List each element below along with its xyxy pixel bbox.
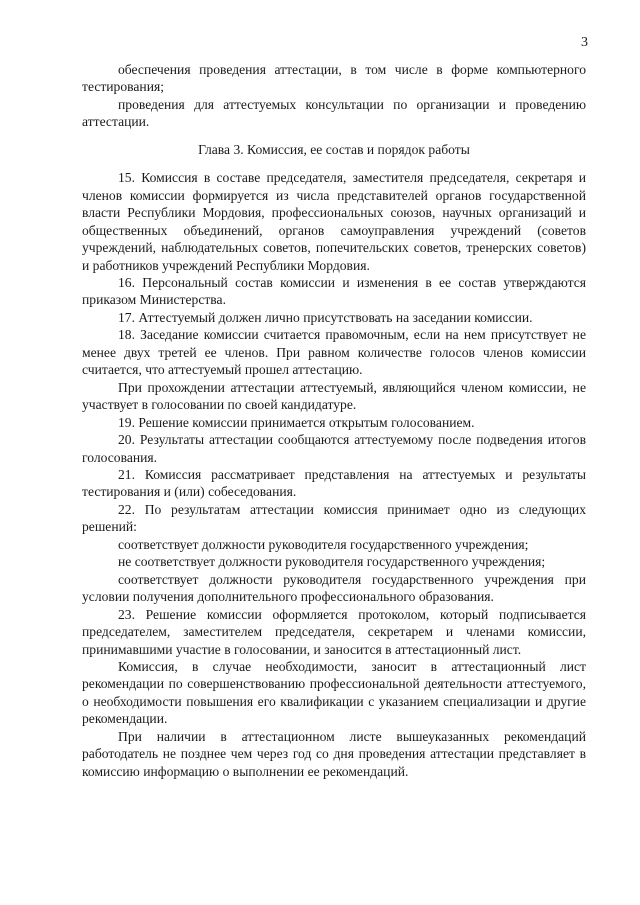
paragraph-recommendations: Комиссия, в случае необходимости, заносит в аттестационный лист рекомендации по совершенствованию профессиональной деятельности аттестуемого, о необходимости повышения его квалификации с указанием специализации и другие рекомендации.: [82, 658, 586, 727]
paragraph-21: 21. Комиссия рассматривает представления на аттестуемых и результаты тестирования и (или) собеседования.: [82, 466, 586, 500]
paragraph-18: 18. Заседание комиссии считается правомочным, если на нем присутствует не менее двух третей ее членов. При равном количестве голосов членов комиссии считается, что аттестуемый прошел аттестацию.: [82, 327, 586, 378]
paragraph-consultations: проведения для аттестуемых консультации по организации и проведению аттестации.: [82, 96, 586, 130]
page-number: 3: [581, 35, 588, 50]
decision-option-2: не соответствует должности руководителя государственного учреждения;: [118, 554, 546, 570]
paragraph-18-member: При прохождении аттестации аттестуемый, являющийся членом комиссии, не участвует в голосовании по своей кандидатуре.: [82, 379, 586, 413]
document-body: [82, 61, 586, 780]
paragraph-16: 16. Персональный состав комиссии и изменения в ее состав утверждаются приказом Министерства.: [82, 274, 586, 308]
paragraph-employer: При наличии в аттестационном листе вышеуказанных рекомендаций работодатель не позднее чем через год со дня проведения аттестации представляет в комиссию информацию о выполнении ее рекомендаций.: [82, 728, 586, 779]
paragraph-testing: обеспечения проведения аттестации, в том числе в форме компьютерного тестирования;: [82, 62, 586, 95]
paragraph-20: 20. Результаты аттестации сообщаются аттестуемому после подведения итогов голосования.: [82, 432, 586, 465]
paragraph-17: 17. Аттестуемый должен лично присутствовать на заседании комиссии.: [118, 309, 533, 325]
paragraph-15: 15. Комиссия в составе председателя, заместителя председателя, секретаря и членов комиссии формируется из числа представителей органов государственной власти Республики Мордовия, профессиональных союзов, научных организаций и общественных объединений, органов самоуправления учреждений (советов учреждений, наблюдательных советов, попечительских советов, тренерских советов) и работников учреждений Республики Мордовия.: [82, 170, 586, 273]
chapter-title: Глава 3. Комиссия, ее состав и порядок работы: [198, 141, 470, 157]
decision-option-3: соответствует должности руководителя государственного учреждения при условии получения дополнительного профессионального образования.: [82, 571, 586, 605]
paragraph-22: 22. По результатам аттестации комиссия принимает одно из следующих решений:: [82, 501, 586, 535]
paragraph-23: 23. Решение комиссии оформляется протоколом, который подписывается председателем, заместителем председателя, секретарем и членами комиссии, принимавшими участие в голосовании, и заносится в аттестационный лист.: [82, 606, 586, 657]
decision-option-1: соответствует должности руководителя государственного учреждения;: [118, 536, 529, 552]
paragraph-19: 19. Решение комиссии принимается открытым голосованием.: [118, 414, 475, 430]
